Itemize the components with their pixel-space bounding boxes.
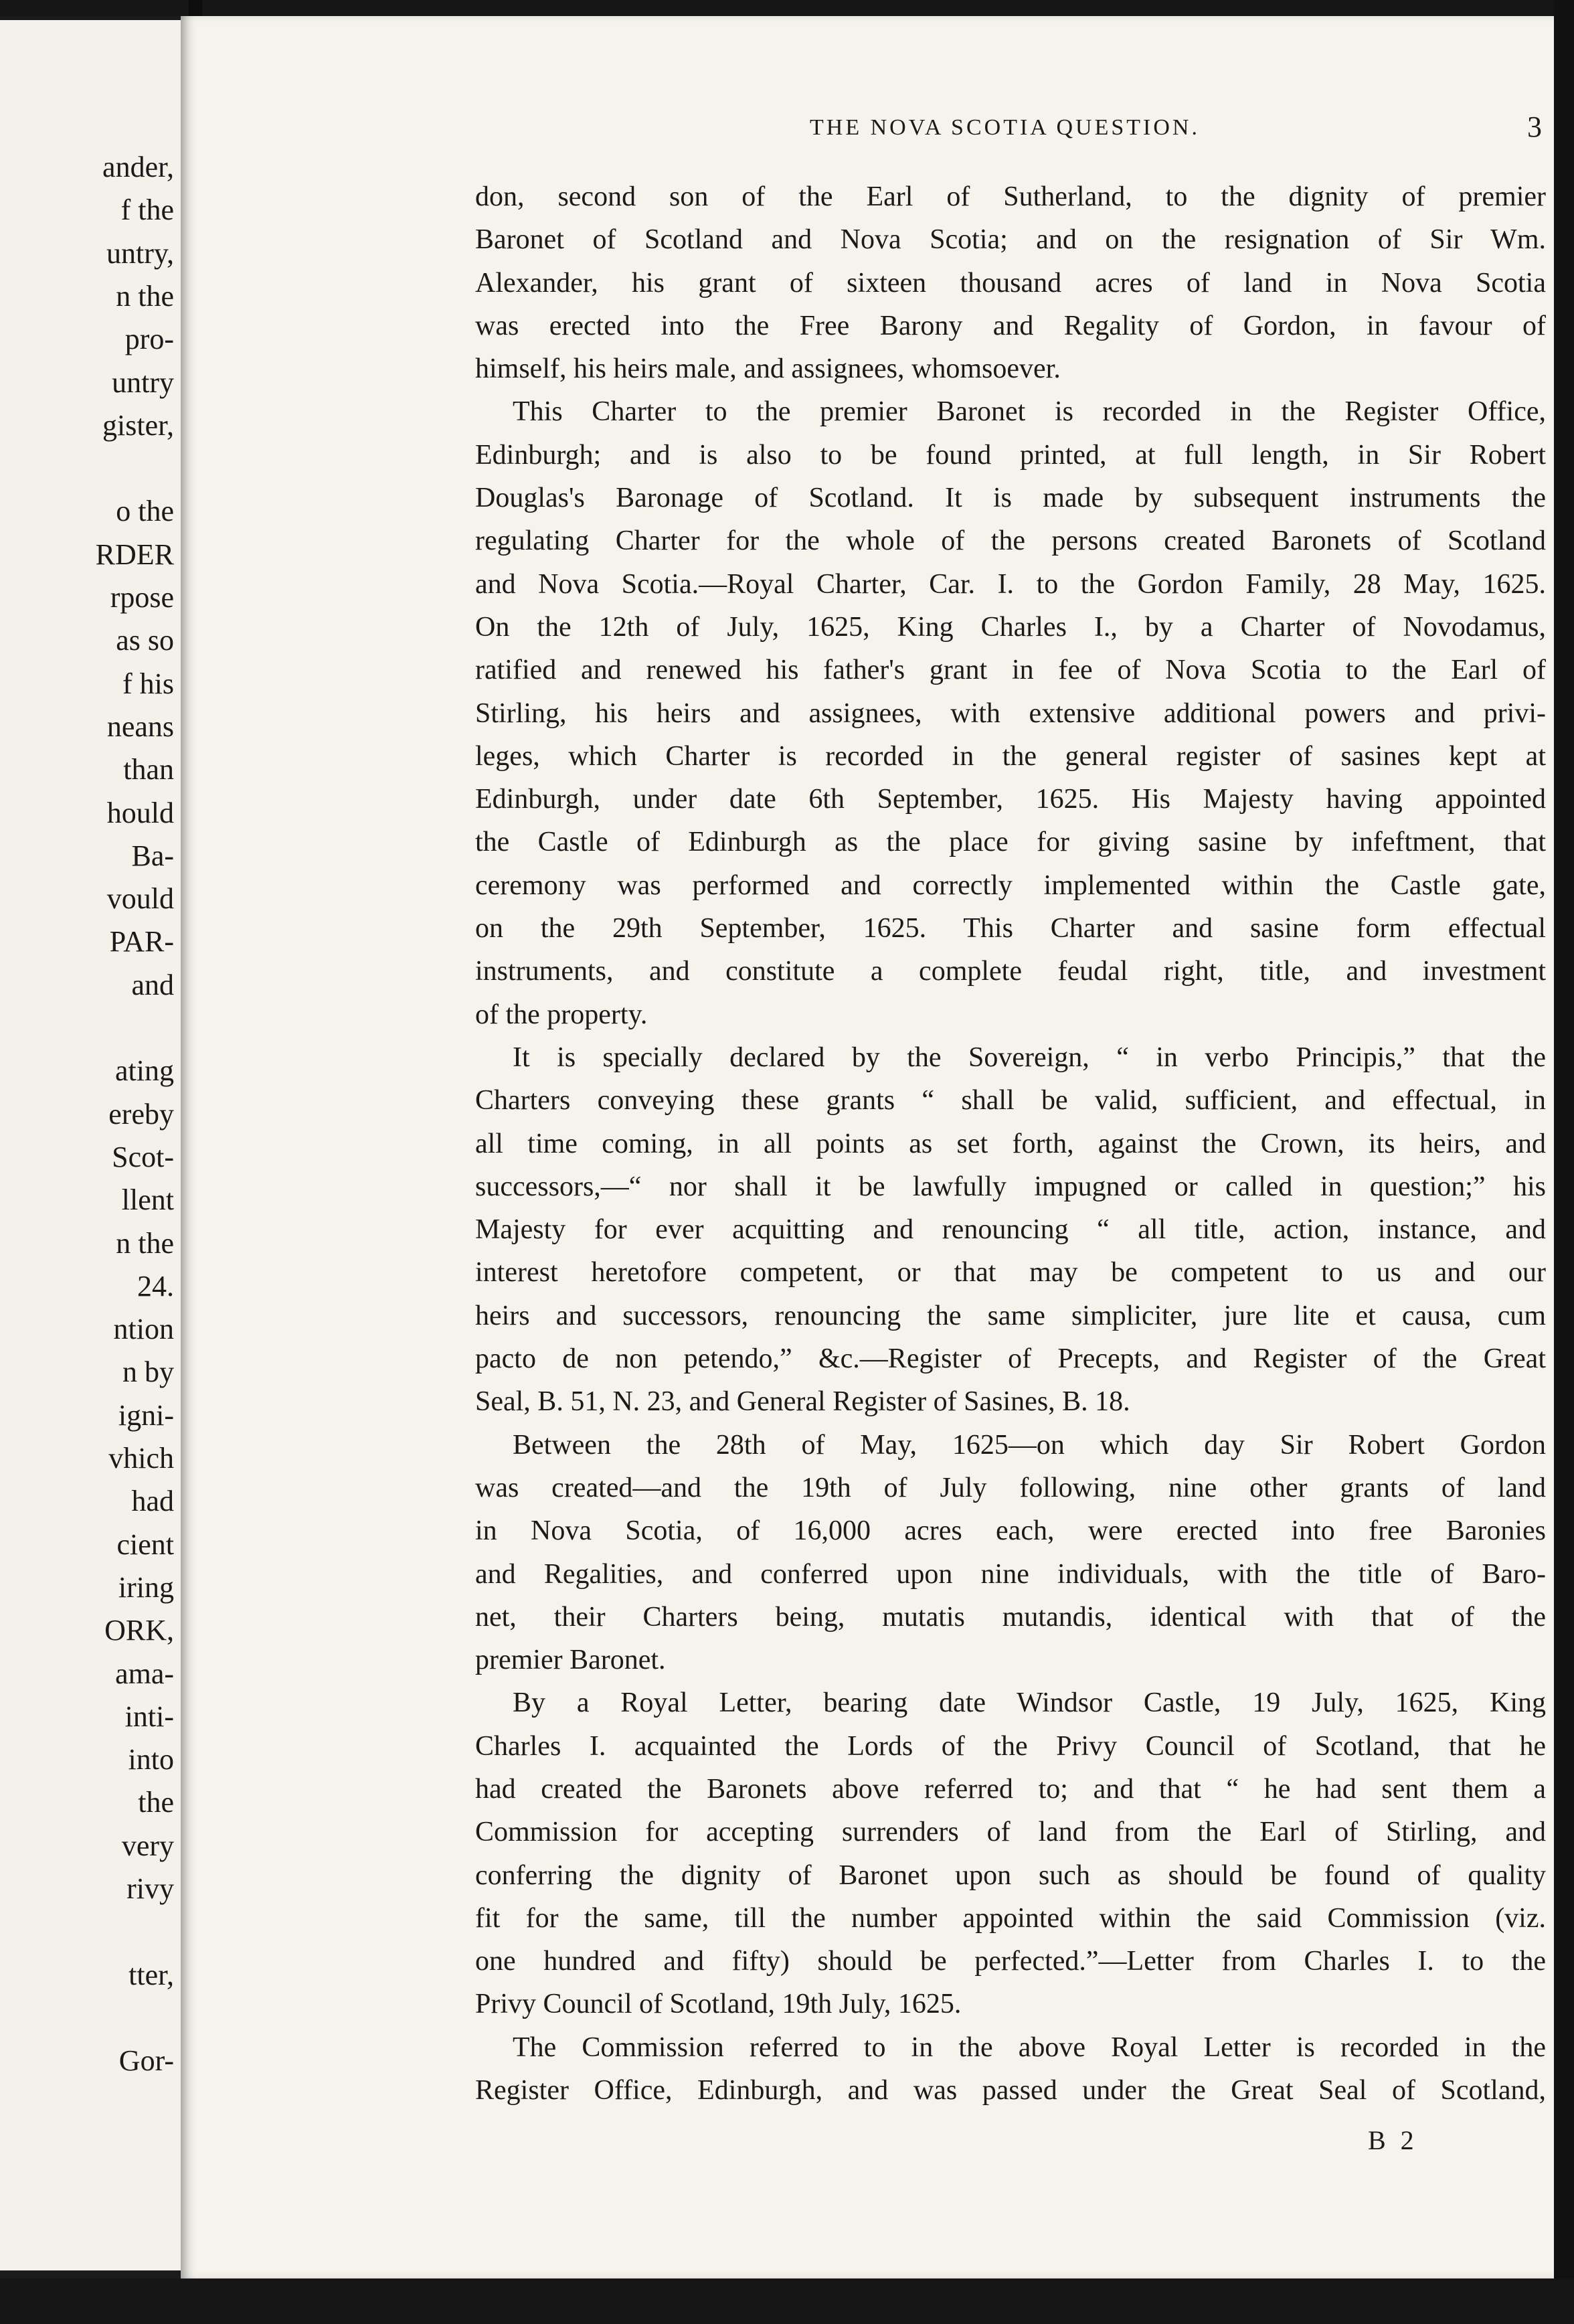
text-line: Edinburgh; and is also to be found printed, at full length, in Sir Robert <box>475 439 1546 471</box>
text-line: conferring the dignity of Baronet upon such as should be found of quality <box>475 1859 1546 1891</box>
text-line: interest heretofore competent, or that may be competent to us and our <box>475 1257 1546 1289</box>
text-line: Register Office, Edinburgh, and was passed under the Great Seal of Scotland, <box>475 2075 1546 2106</box>
scan-top-border <box>0 0 1574 16</box>
left-page-fragment: gister, <box>102 408 174 442</box>
scan-right-border <box>1554 0 1574 2324</box>
left-page-fragment: very <box>121 1829 174 1862</box>
main-page <box>181 16 1554 2278</box>
left-page-fragment: the <box>138 1786 174 1819</box>
left-page-fragment: rivy <box>126 1872 174 1905</box>
text-line: one hundred and fifty) should be perfected.”—Letter from Charles I. to the <box>475 1946 1546 1977</box>
left-page-fragment: untry <box>112 365 174 399</box>
text-line: Baronet of Scotland and Nova Scotia; and on the resignation of Sir Wm. <box>475 224 1546 256</box>
text-line: himself, his heirs male, and assignees, whomsoever. <box>475 353 1061 385</box>
text-line: and Regalities, and conferred upon nine individuals, with the title of Baro- <box>475 1558 1546 1590</box>
text-line: By a Royal Letter, bearing date Windsor Castle, 19 July, 1625, King <box>513 1687 1546 1719</box>
left-page-fragment: ORK, <box>104 1614 174 1647</box>
running-head: THE NOVA SCOTIA QUESTION. <box>810 115 1200 140</box>
text-line: on the 29th September, 1625. This Charter and sasine form effectual <box>475 913 1546 944</box>
text-line: all time coming, in all points as set forth, against the Crown, its heirs, and <box>475 1128 1546 1159</box>
text-line: don, second son of the Earl of Sutherland, to the dignity of premier <box>475 181 1546 212</box>
text-line: fit for the same, till the number appointed within the said Commission (viz. <box>475 1902 1546 1934</box>
text-line: Alexander, his grant of sixteen thousand acres of land in Nova Scotia <box>475 267 1546 299</box>
left-page-fragment: Scot- <box>112 1140 174 1173</box>
left-page-fragment: as so <box>116 624 174 657</box>
left-page-fragment: PAR- <box>109 925 174 959</box>
left-page-fragment: n the <box>116 1226 174 1260</box>
text-line: was erected into the Free Barony and Regality of Gordon, in favour of <box>475 310 1546 341</box>
text-line: This Charter to the premier Baronet is recorded in the Register Office, <box>513 396 1546 428</box>
text-line: regulating Charter for the whole of the persons created Baronets of Scotland <box>475 525 1546 557</box>
text-line: of the property. <box>475 999 648 1030</box>
left-page-fragment: ama- <box>115 1657 174 1690</box>
left-page-fragment: igni- <box>118 1398 174 1432</box>
text-line: had created the Baronets above referred to; and that “ he had sent them a <box>475 1773 1546 1805</box>
text-line: On the 12th of July, 1625, King Charles I., by a Charter of Novodamus, <box>475 611 1546 643</box>
left-page-edge <box>0 20 189 2270</box>
text-line: Edinburgh, under date 6th September, 1625. His Majesty having appointed <box>475 784 1546 815</box>
left-page-fragment: cient <box>116 1527 174 1561</box>
scan-bottom-border <box>0 2278 1574 2324</box>
left-page-fragment: untry, <box>106 236 174 270</box>
left-page-fragment: f his <box>122 667 174 700</box>
text-line: Stirling, his heirs and assignees, with extensive additional powers and privi- <box>475 697 1546 729</box>
text-line: ceremony was performed and correctly implemented within the Castle gate, <box>475 869 1546 901</box>
left-page-fragment: ereby <box>108 1097 174 1131</box>
text-line: Seal, B. 51, N. 23, and General Register of Sasines, B. 18. <box>475 1386 1130 1418</box>
text-line: Commission for accepting surrenders of land from the Earl of Stirling, and <box>475 1817 1546 1848</box>
text-line: heirs and successors, renouncing the same simpliciter, jure lite et causa, cum <box>475 1300 1546 1331</box>
left-page-fragment: f the <box>120 193 174 227</box>
left-page-fragment: hould <box>106 796 174 829</box>
left-page-fragment: Ba- <box>131 839 174 872</box>
left-page-fragment: vould <box>106 882 174 916</box>
left-page-fragment: had <box>131 1485 174 1518</box>
signature-mark: B 2 <box>1368 2125 1418 2155</box>
text-line: The Commission referred to in the above Royal Letter is recorded in the <box>513 2031 1546 2063</box>
text-line: Charles I. acquainted the Lords of the Privy Council of Scotland, that he <box>475 1730 1546 1762</box>
left-page-fragment: o the <box>116 495 174 528</box>
left-page-fragment: ntion <box>113 1313 174 1346</box>
text-line: ratified and renewed his father's grant in fee of Nova Scotia to the Earl of <box>475 655 1546 686</box>
left-page-fragment: llent <box>121 1183 174 1217</box>
left-page-fragment: n the <box>116 279 174 313</box>
left-page-fragment: tter, <box>128 1958 174 1991</box>
text-line: and Nova Scotia.—Royal Charter, Car. I. to the Gordon Family, 28 May, 1625. <box>475 568 1546 600</box>
text-line: leges, which Charter is recorded in the general register of sasines kept at <box>475 740 1546 772</box>
text-line: Between the 28th of May, 1625—on which day Sir Robert Gordon <box>513 1429 1546 1461</box>
left-page-fragment: neans <box>106 710 174 743</box>
text-line: successors,—“ nor shall it be lawfully impugned or called in question;” his <box>475 1171 1546 1202</box>
text-line: pacto de non petendo,” &c.—Register of Precepts, and Register of the Great <box>475 1343 1546 1375</box>
left-page-fragment: vhich <box>108 1442 174 1475</box>
text-line: Charters conveying these grants “ shall be valid, sufficient, and effectual, in <box>475 1085 1546 1116</box>
text-line: premier Baronet. <box>475 1645 666 1676</box>
left-page-fragment: Gor- <box>118 2044 174 2078</box>
left-page-fragment: into <box>128 1743 174 1776</box>
left-page-fragment: inti- <box>124 1699 174 1733</box>
left-page-fragment: pro- <box>124 323 174 356</box>
left-page-fragment: ander, <box>102 151 174 183</box>
page-number: 3 <box>1527 110 1542 143</box>
text-line: Majesty for ever acquitting and renouncing “ all title, action, instance, and <box>475 1214 1546 1246</box>
left-page-fragment: ating <box>115 1054 174 1088</box>
left-page-fragment: rpose <box>110 581 174 614</box>
text-line: instruments, and constitute a complete feudal right, title, and investment <box>475 956 1546 987</box>
text-line: Privy Council of Scotland, 19th July, 1625. <box>475 1989 962 2020</box>
text-line: was created—and the 19th of July following, nine other grants of land <box>475 1472 1546 1503</box>
left-page-fragment: 24. <box>137 1269 174 1303</box>
left-page-fragment: iring <box>118 1570 174 1604</box>
text-line: the Castle of Edinburgh as the place for giving sasine by infeftment, that <box>475 827 1546 858</box>
left-page-fragment: RDER <box>95 537 174 571</box>
left-page-fragment: than <box>123 753 174 786</box>
body-text <box>475 175 1546 2112</box>
left-page-fragment: and <box>131 968 174 1001</box>
text-line: net, their Charters being, mutatis mutandis, identical with that of the <box>475 1601 1546 1633</box>
text-line: It is specially declared by the Sovereign, “ in verbo Principis,” that the <box>513 1042 1546 1073</box>
text-line: Douglas's Baronage of Scotland. It is made by subsequent instruments the <box>475 483 1546 514</box>
text-line: in Nova Scotia, of 16,000 acres each, were erected into free Baronies <box>475 1515 1546 1547</box>
left-page-fragment: n by <box>122 1355 174 1389</box>
